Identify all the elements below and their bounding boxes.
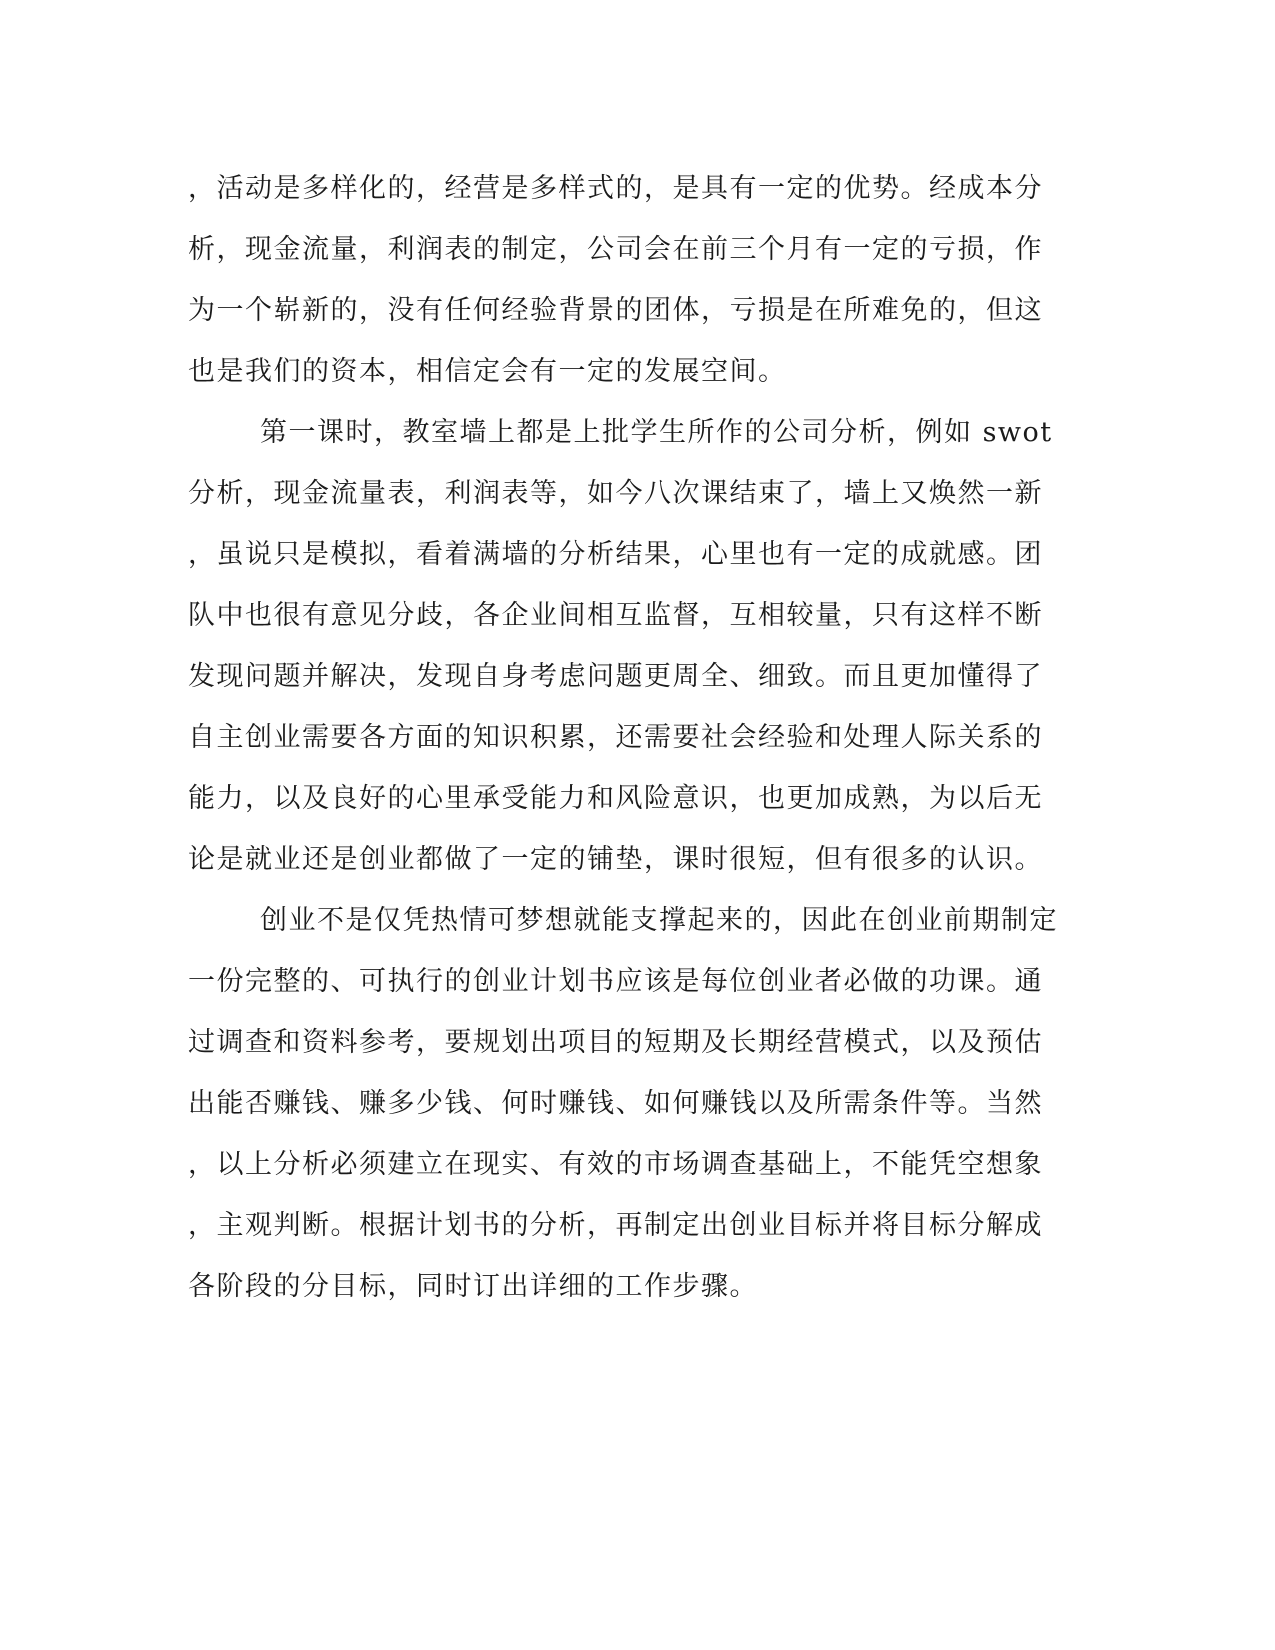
text-line: 析，现金流量，利润表的制定，公司会在前三个月有一定的亏损，作 <box>188 234 1043 265</box>
text-line: 为一个崭新的，没有任何经验背景的团体，亏损是在所难免的，但这 <box>188 295 1043 326</box>
text-line: 过调查和资料参考，要规划出项目的短期及长期经营模式，以及预估 <box>188 1027 1043 1058</box>
paragraph-2 <box>188 402 1088 890</box>
paragraph-3 <box>188 890 1088 1317</box>
text-line: ，主观判断。根据计划书的分析，再制定出创业目标并将目标分解成 <box>188 1210 1043 1241</box>
text-line: 出能否赚钱、赚多少钱、何时赚钱、如何赚钱以及所需条件等。当然 <box>188 1088 1043 1119</box>
text-line: ，活动是多样化的，经营是多样式的，是具有一定的优势。经成本分 <box>188 173 1043 204</box>
body-text <box>188 158 1088 1317</box>
text-line: ，以上分析必须建立在现实、有效的市场调查基础上，不能凭空想象 <box>188 1149 1043 1180</box>
paragraph-1 <box>188 158 1088 402</box>
text-line: 论是就业还是创业都做了一定的铺垫，课时很短，但有很多的认识。 <box>188 844 1043 875</box>
text-line: 能力，以及良好的心里承受能力和风险意识，也更加成熟，为以后无 <box>188 783 1043 814</box>
text-line: 第一课时，教室墙上都是上批学生所作的公司分析，例如 swot <box>260 417 1053 448</box>
text-line: 各阶段的分目标，同时订出详细的工作步骤。 <box>188 1271 758 1302</box>
text-line: 队中也很有意见分歧，各企业间相互监督，互相较量，只有这样不断 <box>188 600 1043 631</box>
text-line: 也是我们的资本，相信定会有一定的发展空间。 <box>188 356 787 387</box>
text-line: 发现问题并解决，发现自身考虑问题更周全、细致。而且更加懂得了 <box>188 661 1043 692</box>
text-line: 自主创业需要各方面的知识积累，还需要社会经验和处理人际关系的 <box>188 722 1043 753</box>
text-line: 一份完整的、可执行的创业计划书应该是每位创业者必做的功课。通 <box>188 966 1043 997</box>
text-line: 创业不是仅凭热情可梦想就能支撑起来的，因此在创业前期制定 <box>260 905 1058 936</box>
text-line: ，虽说只是模拟，看着满墙的分析结果，心里也有一定的成就感。团 <box>188 539 1043 570</box>
text-line: 分析，现金流量表，利润表等，如今八次课结束了，墙上又焕然一新 <box>188 478 1043 509</box>
